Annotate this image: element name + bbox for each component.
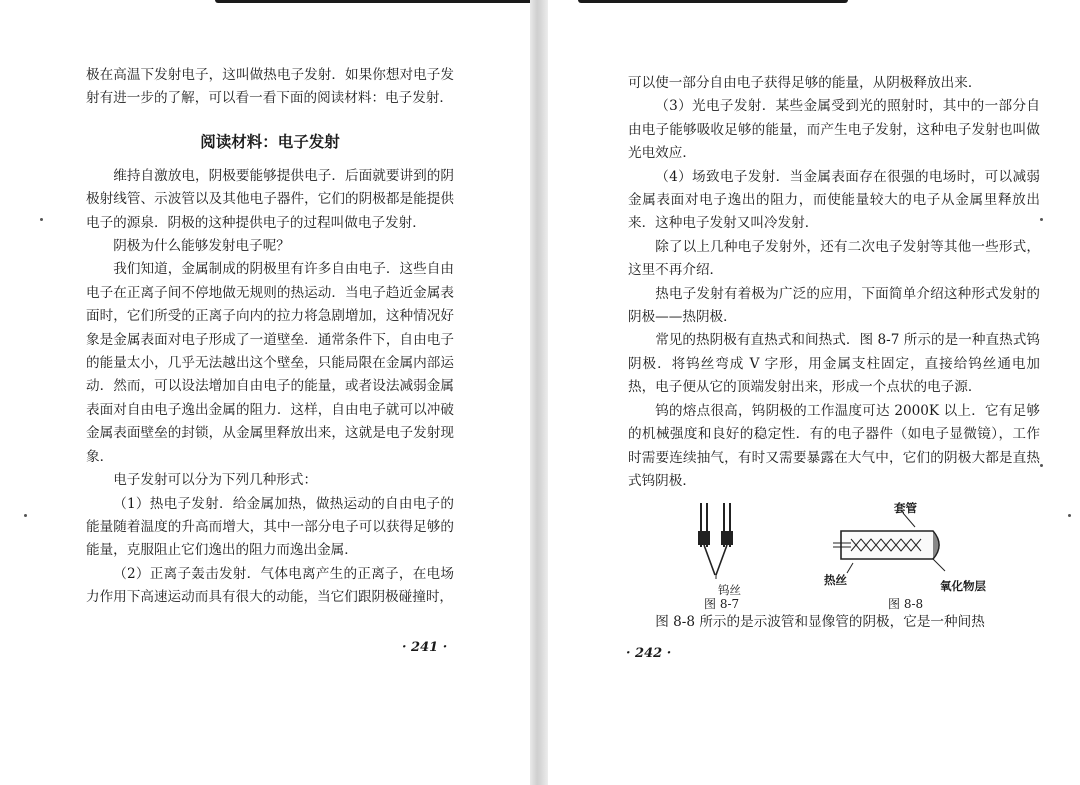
figure-label-tungsten: 钨丝 — [718, 583, 741, 598]
figure-caption: 图 8-7 — [704, 597, 740, 612]
figure-label-oxide: 氧化物层 — [940, 579, 986, 594]
right-page — [548, 0, 1080, 785]
top-rule — [578, 0, 848, 3]
scan-speck — [1068, 514, 1071, 517]
paragraph: 可以使一部分自由电子获得足够的能量，从阴极释放出来． — [628, 75, 982, 91]
scan-speck — [1040, 464, 1043, 467]
paragraph: 阴极为什么能够发射电子呢？ — [113, 238, 290, 255]
paragraph: 图 8-8 所示的是示波管和显像管的阴极，它是一种间热 — [655, 614, 985, 631]
section-title: 阅读材料：电子发射 — [200, 131, 340, 151]
indirect-cathode-figure — [833, 513, 963, 579]
paragraph: 维持自激放电，阴极要能够提供电子．后面就要讲到的阴极射线管、示波管以及其他电子器件，它们的阴极都是能提供电子的源泉．阴极的这种提供电子的过程叫做电子发射． — [86, 167, 454, 231]
scan-speck — [24, 514, 27, 517]
figure-label-filament: 热丝 — [824, 573, 847, 588]
page-number: · 241 · — [402, 640, 448, 655]
left-page — [0, 0, 530, 785]
paragraph: 常见的热阴极有直热式和间热式．图 8-7 所示的是一种直热式钨阴极．将钨丝弯成 V 字形，用金属支柱固定，直接给钨丝通电加热，电子便从它的顶端发射出来，形成一个点状的电子源． — [628, 332, 1040, 396]
paragraph: 除了以上几种电子发射外，还有二次电子发射等其他一些形式，这里不再介绍． — [628, 238, 1040, 279]
paragraph: （4）场致电子发射．当金属表面存在很强的电场时，可以减弱金属表面对电子逸出的阻力，而使能量较大的电子从金属里释放出来．这种电子发射又叫冷发射． — [628, 168, 1040, 232]
paragraph: 极在高温下发射电子，这叫做热电子发射．如果你想对电子发射有进一步的了解，可以看一看下面的阅读材料：电子发射． — [86, 67, 454, 107]
figures — [628, 501, 1040, 612]
tungsten-filament-figure — [686, 503, 746, 581]
figure-label-sleeve: 套管 — [894, 501, 917, 516]
right-text-column — [628, 72, 1040, 635]
paragraph: （3）光电子发射．某些金属受到光的照射时，其中的一部分自由电子能够吸收足够的能量，而产生电子发射，这种电子发射也叫做光电效应． — [628, 98, 1040, 162]
left-text-column — [86, 64, 454, 610]
top-rule — [215, 0, 533, 3]
figure-caption: 图 8-8 — [888, 597, 924, 612]
scan-speck — [40, 218, 43, 221]
paragraph: （2）正离子轰击发射．气体电离产生的正离子，在电场力作用下高速运动而具有很大的动能，当它们跟阴极碰撞时， — [86, 565, 454, 606]
paragraph: 热电子发射有着极为广泛的应用，下面简单介绍这种形式发射的阴极——热阴极． — [628, 285, 1040, 326]
paragraph: 钨的熔点很高，钨阴极的工作温度可达 2000K 以上．它有足够的机械强度和良好的稳定性．有的电子器件（如电子显微镜），工作时需要连续抽气，有时又需要暴露在大气中，它们的阴极大都是直热式钨阴极． — [628, 402, 1040, 489]
page-number: · 242 · — [626, 646, 672, 661]
paragraph: 我们知道，金属制成的阴极里有许多自由电子．这些自由电子在正离子间不停地做无规则的热运动．当电子趋近金属表面时，它们所受的正离子向内的拉力将急剧增加，这种情况好象是金属表面对电子形成了一道壁垒．通常条件下，自由电子的能量太小，几乎无法越出这个壁垒，只能局限在金属内部运动．然而，可以设法增加自由电子的能量，或者设法减弱金属表面对自由电子逸出金属的阻力．这样，自由电子就可以冲破金属表面壁垒的封锁，从金属里释放出来，这就是电子发射现象． — [86, 261, 454, 465]
paragraph: （1）热电子发射．给金属加热，做热运动的自由电子的能量随着温度的升高而增大，其中一部分电子可以获得足够的能量，克服阻止它们逸出的阻力而逸出金属． — [86, 495, 454, 559]
paragraph: 电子发射可以分为下列几种形式： — [113, 472, 318, 489]
scan-speck — [1040, 218, 1043, 221]
book-gutter — [530, 0, 548, 785]
